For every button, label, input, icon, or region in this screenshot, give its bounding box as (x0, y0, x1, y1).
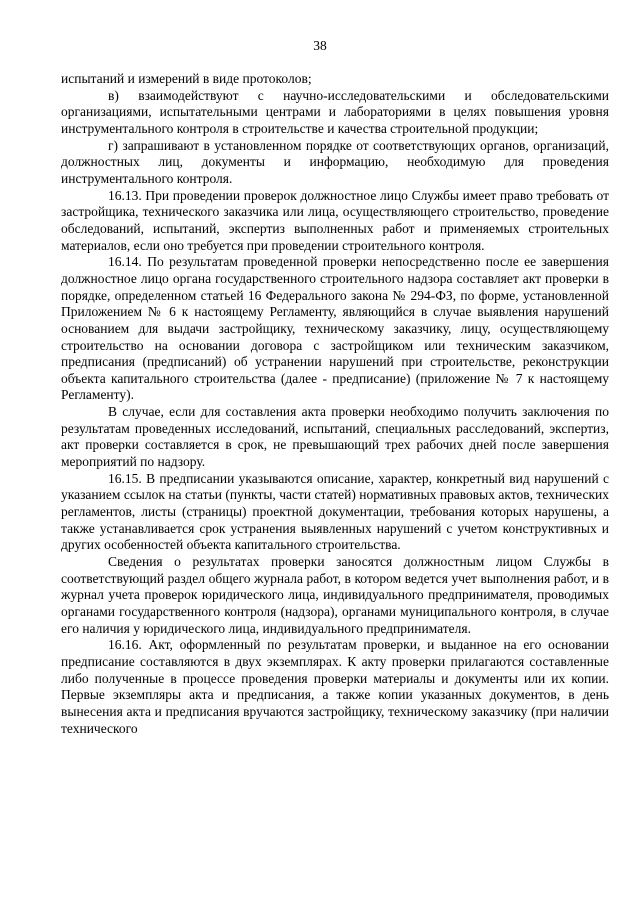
paragraph-16-14: 16.14. По результатам проведенной проверки непосредственно после ее завершения должностное лицо органа государственного строительного надзора составляет акт проверки в порядке, определенном статьей 16 Федерального закона № 294-ФЗ, по форме, установленной Приложением № 6 к настоящему Регламенту, являющийся в случае выявления нарушений основанием для выдачи застройщику, техническому заказчику, лицу, осуществляющему строительство на основании договора с застройщиком или техническим заказчиком, предписания (предписаний) об устранении нарушений при строительстве, реконструкции объекта капитального строительства (далее - предписание) (приложение № 7 к настоящему Регламенту). (61, 254, 609, 403)
paragraph-16-16: 16.16. Акт, оформленный по результатам проверки, и выданное на его основании предписание составляются в двух экземплярах. К акту проверки прилагаются составленные либо полученные в процессе проведения проверки материалы и документы или их копии. Первые экземпляры акта и предписания, а также копии указанных документов, в день вынесения акта и предписания вручаются застройщику, техническому заказчику (при наличии технического (61, 637, 609, 736)
paragraph-continuation: испытаний и измерений в виде протоколов; (61, 71, 312, 86)
paragraph-16-15: 16.15. В предписании указываются описание, характер, конкретный вид нарушений с указанием ссылок на статьи (пункты, части статей) нормативных правовых актов, технических регламентов, листы (страницы) проектной документации, требования которых нарушены, а также устанавливается срок устранения выявленных нарушений с учетом конструктивных и других особенностей объекта капитального строительства. (61, 470, 609, 553)
document-body (61, 71, 609, 737)
paragraph-16-13: 16.13. При проведении проверок должностное лицо Службы имеет право требовать от застройщика, технического заказчика или лица, осуществляющего строительство, проведение обследований, испытаний, экспертиз выполненных работ и применяемых строительных материалов, если оно требуется при проведении строительного контроля. (61, 187, 609, 253)
paragraph-16-14-continued: В случае, если для составления акта проверки необходимо получить заключения по результатам проведенных исследований, испытаний, специальных расследований, экспертиз, акт проверки составляется в срок, не превышающий трех рабочих дней после завершения мероприятий по надзору. (61, 404, 609, 470)
paragraph-item-v: в) взаимодействуют с научно-исследовательскими и обследовательскими организациями, испытательными центрами и лабораториями в целях повышения уровня инструментального контроля в строительстве и качества строительной продукции; (61, 87, 609, 136)
paragraph-16-15-continued: Сведения о результатах проверки заносятся должностным лицом Службы в соответствующий раздел общего журнала работ, в котором ведется учет выполнения работ, и в журнал учета проверок юридического лица, индивидуального предпринимателя, проводимых органами государственного контроля (надзора), органами муниципального контроля, в случае его наличия у юридического лица, индивидуального предпринимателя. (61, 554, 609, 636)
page-number: 38 (313, 38, 327, 53)
paragraph-item-g: г) запрашивают в установленном порядке от соответствующих органов, организаций, должностных лиц, документы и информацию, необходимую для проведения инструментального контроля. (61, 137, 609, 186)
